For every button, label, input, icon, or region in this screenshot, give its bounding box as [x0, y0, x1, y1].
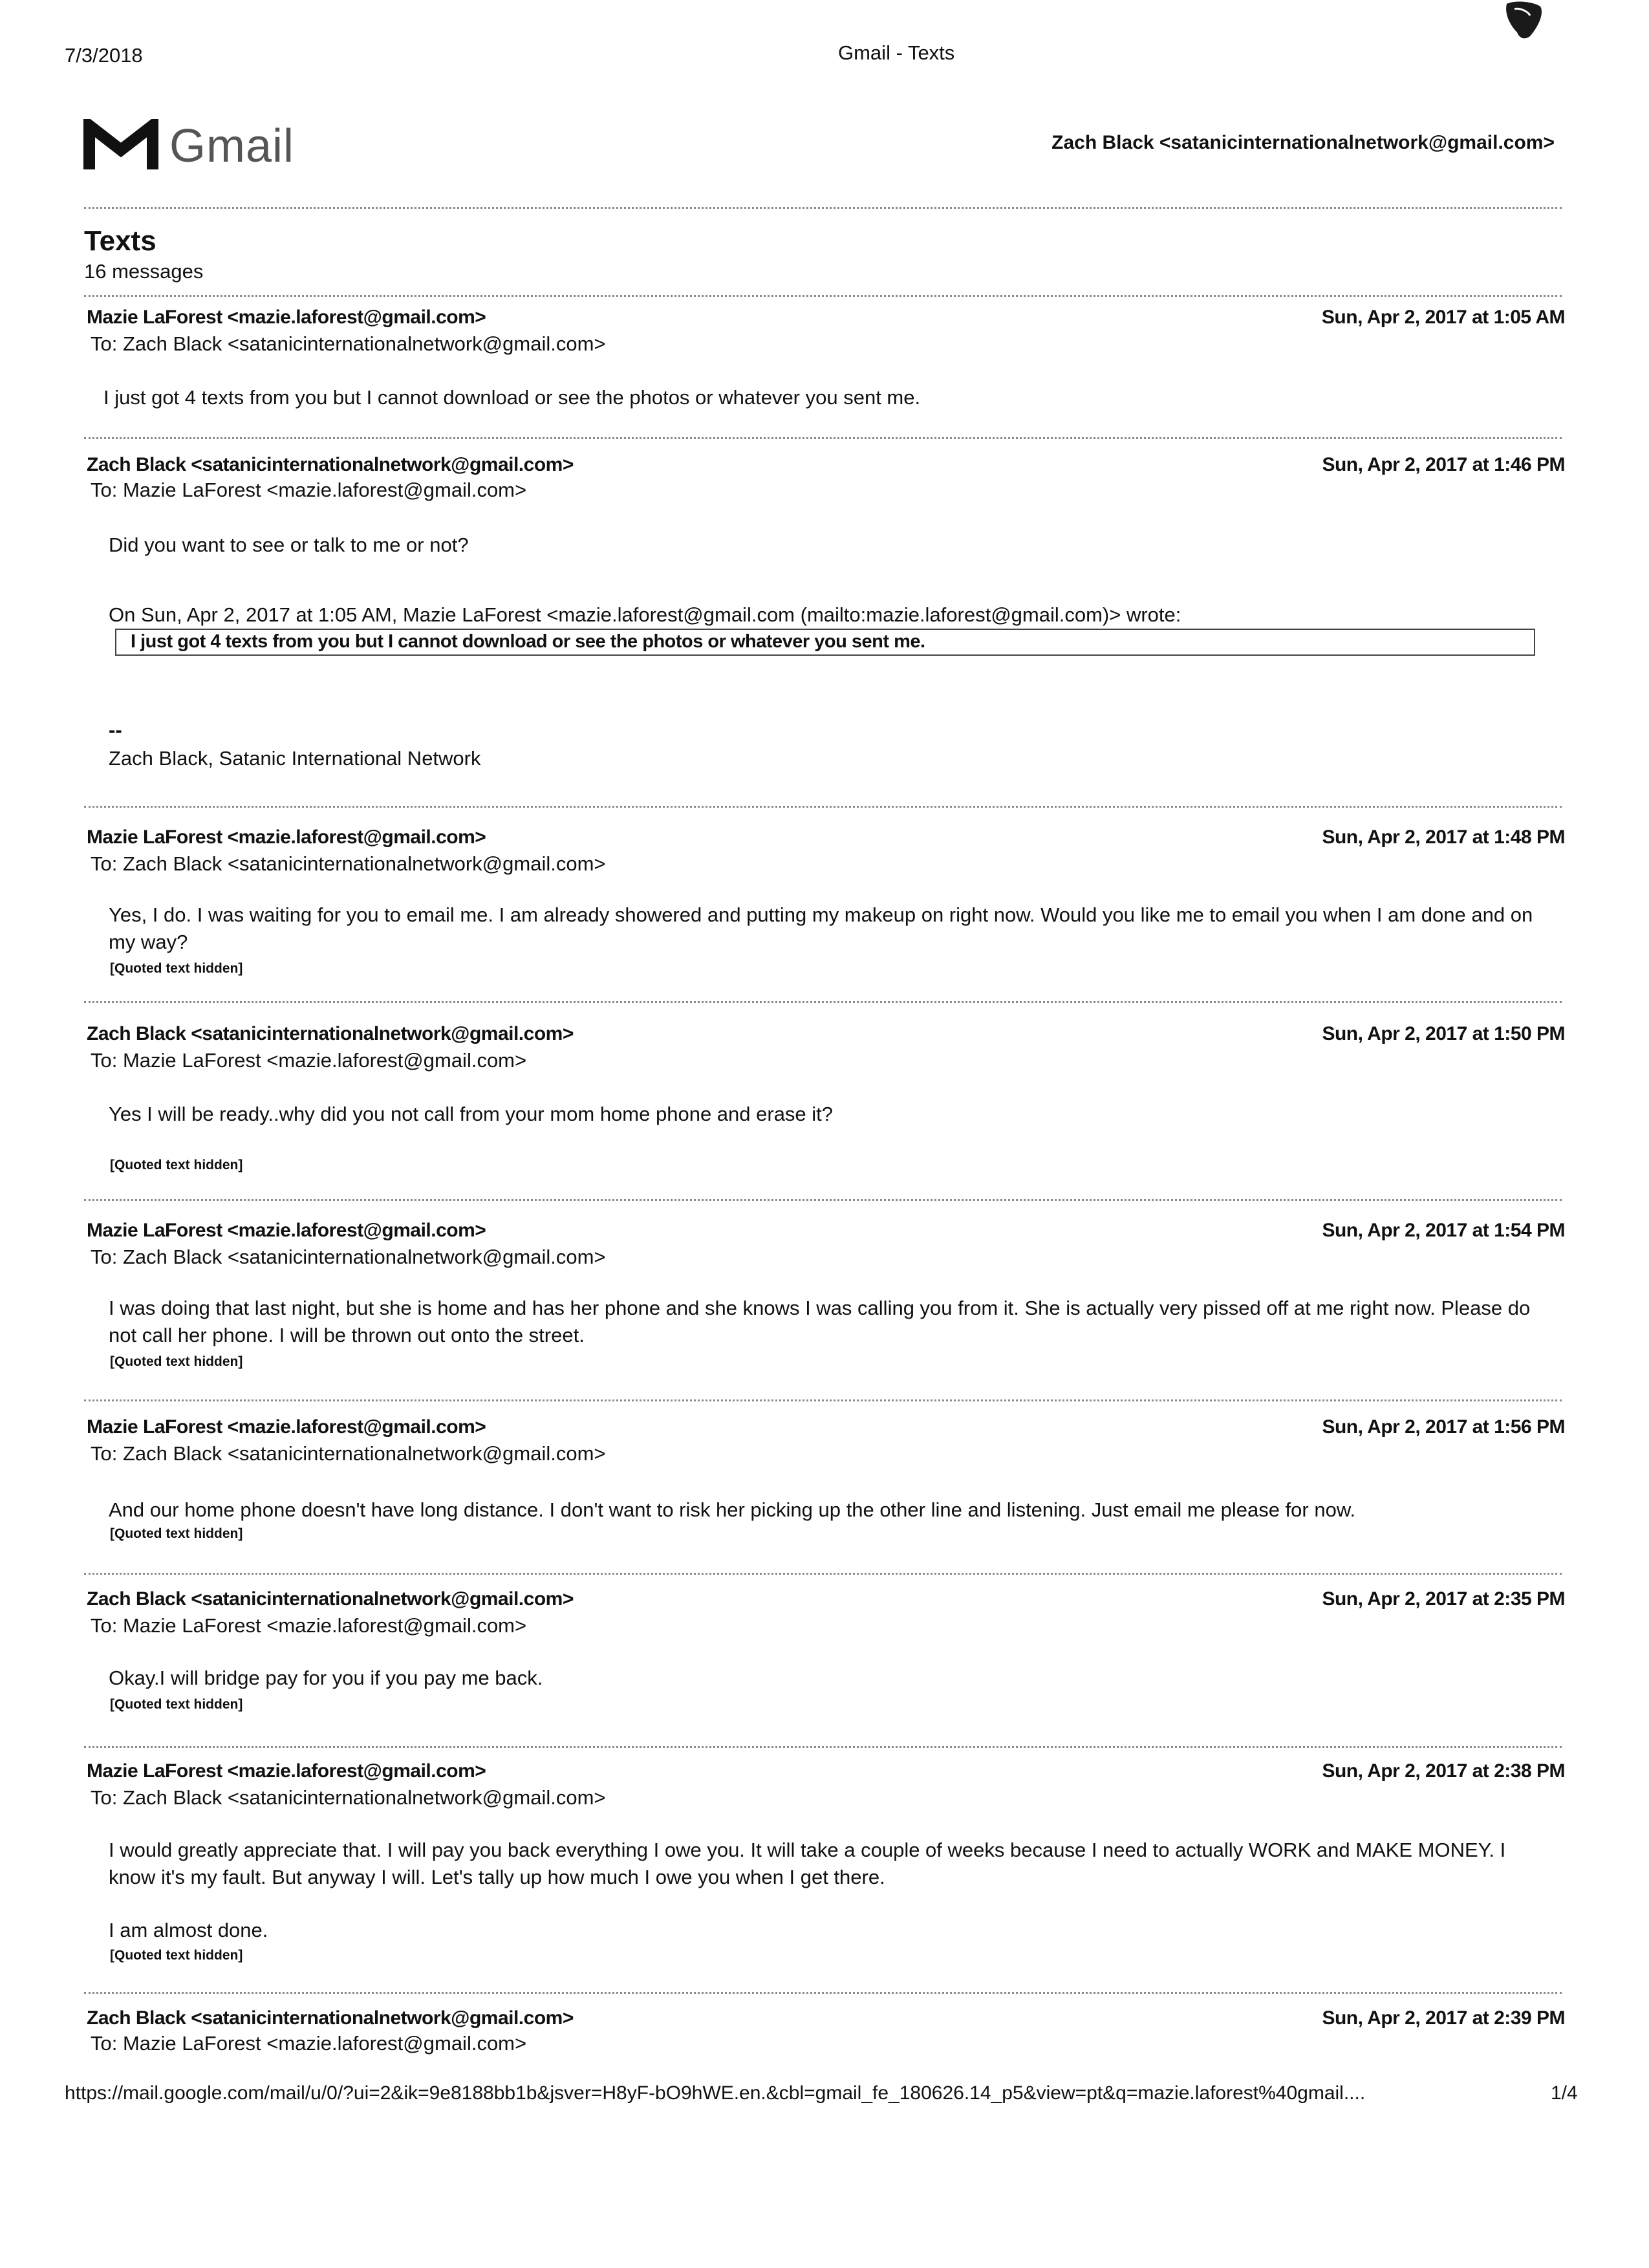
message-recipient: To: Zach Black <satanicinternationalnetwork@gmail.com> — [91, 1786, 606, 1809]
scan-smudge-mark — [1502, 0, 1546, 41]
message-recipient: To: Zach Black <satanicinternationalnetwork@gmail.com> — [91, 852, 606, 875]
quoted-text-hidden[interactable]: [Quoted text hidden] — [110, 1697, 243, 1712]
print-date: 7/3/2018 — [65, 44, 143, 67]
quoted-text-box: I just got 4 texts from you but I cannot download or see the photos or whatever you sent me. — [115, 629, 1535, 656]
message-sender: Zach Black <satanicinternationalnetwork@gmail.com> — [87, 2007, 574, 2029]
quoted-text-hidden[interactable]: [Quoted text hidden] — [110, 961, 243, 976]
quoted-text-hidden[interactable]: [Quoted text hidden] — [110, 1354, 243, 1369]
message-sender: Mazie LaForest <mazie.laforest@gmail.com> — [87, 307, 486, 328]
message-date: Sun, Apr 2, 2017 at 1:46 PM — [1322, 454, 1565, 475]
message-date: Sun, Apr 2, 2017 at 1:48 PM — [1322, 826, 1565, 848]
message-sender: Zach Black <satanicinternationalnetwork@gmail.com> — [87, 1588, 574, 1610]
message-body-2: I am almost done. — [109, 1919, 268, 1941]
message-sender: Zach Black <satanicinternationalnetwork@gmail.com> — [87, 1023, 574, 1044]
header-divider — [84, 207, 1562, 209]
message-body: Okay.I will bridge pay for you if you pay me back. — [109, 1667, 543, 1689]
quote-header: On Sun, Apr 2, 2017 at 1:05 AM, Mazie LaForest <mazie.laforest@gmail.com (mailto:mazie.laforest@gmail.com)> wrote: — [109, 603, 1181, 626]
message-date: Sun, Apr 2, 2017 at 1:50 PM — [1322, 1023, 1565, 1044]
message-date: Sun, Apr 2, 2017 at 1:05 AM — [1321, 307, 1565, 328]
message-sender: Zach Black <satanicinternationalnetwork@gmail.com> — [87, 454, 574, 475]
print-title: Gmail - Texts — [838, 41, 955, 64]
message-divider — [84, 806, 1562, 808]
message-recipient: To: Zach Black <satanicinternationalnetwork@gmail.com> — [91, 332, 606, 355]
message-date: Sun, Apr 2, 2017 at 2:35 PM — [1322, 1588, 1565, 1610]
page-number: 1/4 — [1551, 2082, 1578, 2104]
message-divider — [84, 1001, 1562, 1003]
message-recipient: To: Zach Black <satanicinternationalnetwork@gmail.com> — [91, 1442, 606, 1465]
quoted-text-hidden[interactable]: [Quoted text hidden] — [110, 1158, 243, 1172]
account-address: Zach Black <satanicinternationalnetwork@gmail.com> — [1051, 132, 1555, 153]
message-recipient: To: Mazie LaForest <mazie.laforest@gmail.com> — [91, 1614, 527, 1637]
message-divider — [84, 1573, 1562, 1575]
message-body: I just got 4 texts from you but I cannot download or see the photos or whatever you sent me. — [103, 386, 921, 409]
thread-divider — [84, 295, 1562, 297]
message-divider — [84, 1199, 1562, 1201]
message-body: Yes I will be ready..why did you not call from your mom home phone and erase it? — [109, 1103, 834, 1125]
message-recipient: To: Zach Black <satanicinternationalnetwork@gmail.com> — [91, 1246, 606, 1268]
signature: Zach Black, Satanic International Network — [109, 747, 481, 770]
message-body: And our home phone doesn't have long distance. I don't want to risk her picking up the other line and listening. Just email me please for now. — [109, 1498, 1356, 1521]
message-date: Sun, Apr 2, 2017 at 2:38 PM — [1322, 1760, 1565, 1782]
message-date: Sun, Apr 2, 2017 at 1:54 PM — [1322, 1220, 1565, 1241]
message-recipient: To: Mazie LaForest <mazie.laforest@gmail.com> — [91, 2032, 527, 2055]
message-recipient: To: Mazie LaForest <mazie.laforest@gmail.com> — [91, 479, 527, 501]
message-divider — [84, 437, 1562, 439]
gmail-m-icon — [83, 119, 159, 173]
message-divider — [84, 1992, 1562, 1994]
quoted-text-hidden[interactable]: [Quoted text hidden] — [110, 1948, 243, 1963]
message-body: Yes, I do. I was waiting for you to email me. I am already showered and putting my makeup on right now. Would you like me to email you when I am done and on my way? — [109, 903, 1533, 953]
message-divider — [84, 1399, 1562, 1401]
message-date: Sun, Apr 2, 2017 at 2:39 PM — [1322, 2007, 1565, 2029]
message-sender: Mazie LaForest <mazie.laforest@gmail.com> — [87, 1760, 486, 1782]
message-sender: Mazie LaForest <mazie.laforest@gmail.com> — [87, 1220, 486, 1241]
message-divider — [84, 1746, 1562, 1748]
gmail-wordmark: Gmail — [169, 120, 295, 172]
message-body: Did you want to see or talk to me or not? — [109, 534, 469, 556]
footer-url[interactable]: https://mail.google.com/mail/u/0/?ui=2&ik=9e8188bb1b&jsver=H8yF-bO9hWE.en.&cbl=gmail_fe_180626.14_p5&view=pt&q=mazie.laforest%40gmail.... — [65, 2082, 1366, 2104]
gmail-logo — [83, 119, 294, 173]
message-count: 16 messages — [84, 260, 204, 283]
message-date: Sun, Apr 2, 2017 at 1:56 PM — [1322, 1416, 1565, 1438]
message-body: I was doing that last night, but she is home and has her phone and she knows I was calling you from it. She is actually very pissed off at me right now. Please do not call her phone. I will be thrown out onto the street. — [109, 1297, 1531, 1346]
message-body: I would greatly appreciate that. I will pay you back everything I owe you. It will take a couple of weeks because I need to actually WORK and MAKE MONEY. I know it's my fault. But anyway I will. Let's tally up how much I owe you when I get there. — [109, 1839, 1506, 1888]
message-sender: Mazie LaForest <mazie.laforest@gmail.com> — [87, 1416, 486, 1438]
quoted-text-hidden[interactable]: [Quoted text hidden] — [110, 1526, 243, 1541]
thread-title: Texts — [84, 225, 156, 257]
signature-dash: -- — [109, 718, 122, 741]
message-recipient: To: Mazie LaForest <mazie.laforest@gmail.com> — [91, 1049, 527, 1072]
message-sender: Mazie LaForest <mazie.laforest@gmail.com> — [87, 826, 486, 848]
